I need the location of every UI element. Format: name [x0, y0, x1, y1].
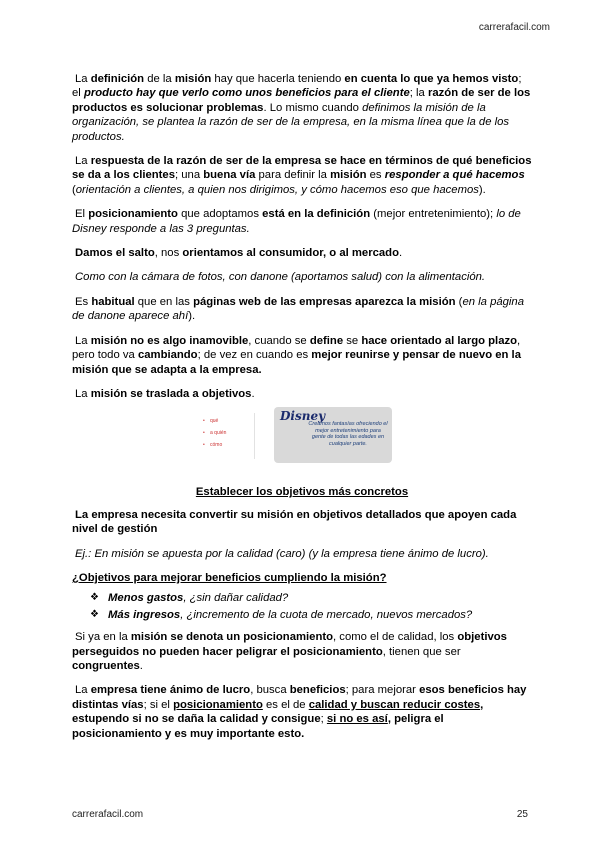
bold-text: hace orientado al largo plazo	[361, 334, 518, 347]
bold-text: está en la definición	[262, 208, 371, 221]
text: (	[455, 295, 463, 308]
page-number: 25	[516, 809, 528, 820]
text: es el de	[262, 698, 309, 711]
bold-text: , peligra el posicionamiento y es muy importante esto.	[72, 713, 444, 740]
italic-text: , ¿incremento de la cuota de mercado, nuevos mercados?	[180, 608, 473, 621]
text: de la	[144, 73, 175, 85]
list-item	[90, 591, 532, 605]
text: Si ya en la	[75, 631, 131, 644]
bold-italic-text: Menos gastos	[108, 592, 184, 605]
bold-text: beneficios	[289, 684, 346, 697]
text: hay que hacerla teniendo	[211, 73, 345, 85]
text: Es	[75, 295, 92, 308]
bold-text: mejor reunirse y pensar de nuevo en la misión que se adapta a la empresa.	[72, 349, 521, 376]
bold-italic-text: producto hay que verlo como unos beneficios para el cliente	[83, 87, 410, 100]
bold-text: congruentes	[72, 659, 140, 672]
bold-text: cambiando	[137, 349, 198, 362]
text: La	[75, 387, 91, 400]
figure-mission-box	[274, 407, 392, 463]
text: para definir la	[255, 169, 331, 182]
text: (	[72, 183, 76, 196]
text: La	[75, 155, 91, 168]
text: ).	[478, 183, 486, 196]
text: La	[75, 334, 91, 347]
section-heading-objetivos: Establecer los objetivos más concretos	[195, 486, 409, 499]
bold-text: define	[309, 334, 344, 347]
text: La	[75, 73, 91, 85]
bold-text: razón de ser de los productos es solucionar problemas	[72, 87, 531, 114]
paragraph-convertir-mision	[72, 508, 532, 537]
text: es	[366, 169, 385, 182]
figure-question-list	[202, 413, 255, 459]
italic-text: , ¿sin dañar calidad?	[183, 592, 289, 605]
bold-text: Damos el salto	[75, 247, 155, 260]
paragraph-objetivos	[72, 387, 532, 401]
text: que adoptamos	[177, 208, 263, 221]
paragraph-ejemplo	[72, 547, 532, 561]
disney-mission-figure	[72, 405, 532, 475]
paragraph-congruentes	[72, 630, 532, 673]
bold-text: buena vía	[203, 169, 256, 182]
paragraph-salto	[72, 246, 532, 260]
italic-text: orientación a clientes, a quien nos dirigimos, y cómo hacemos eso que hacemos	[75, 183, 479, 196]
text: .	[398, 247, 403, 260]
paragraph-definicion-mision	[72, 72, 532, 144]
bold-italic-text: Más ingresos	[108, 608, 181, 621]
text: ; si el	[143, 698, 174, 711]
italic-text: Ej.: En misión se apuesta por la calidad (caro) (y la empresa tiene ánimo de lucro).	[75, 547, 489, 560]
bold-text: objetivos perseguidos no pueden hacer peligrar el posicionamiento	[72, 631, 507, 658]
figure-item: • a quién	[202, 430, 254, 437]
text: (mejor entretenimiento);	[370, 208, 497, 221]
text: , como el de calidad, los	[333, 631, 458, 644]
text: ).	[188, 310, 196, 323]
bold-underlined-text: si no es así	[326, 713, 388, 726]
bullet-list	[72, 591, 532, 622]
text: que en las	[134, 295, 194, 308]
bold-text: , estupendo si no se daña la calidad y consigue	[72, 698, 484, 726]
bold-text: orientamos al consumidor, o al mercado	[182, 247, 399, 260]
bold-underlined-text: posicionamiento	[173, 698, 263, 711]
paragraph-posicionamiento	[72, 207, 532, 236]
list-item	[90, 608, 532, 622]
bold-text: misión	[330, 169, 367, 182]
text: ; la	[409, 87, 428, 100]
bold-text: posicionamiento	[88, 208, 178, 221]
bold-text: respuesta de la razón de ser de la empresa se hace en términos de qué beneficios se da a los clientes	[72, 155, 532, 182]
paragraph-paginas-web	[72, 295, 532, 324]
text: . Lo mismo cuando	[263, 101, 363, 114]
bold-text: definición	[90, 73, 145, 85]
document-body	[72, 72, 532, 751]
bold-text: misión no es algo inamovible	[90, 334, 249, 347]
text: , busca	[250, 684, 290, 697]
figure-caption: Creamos fantasías ofreciendo el mejor entretenimiento para gente de todas las edades en cualquier parte.	[308, 421, 388, 447]
figure-item: • qué	[202, 418, 254, 425]
bold-text: misión se traslada a objetivos	[90, 387, 252, 400]
bold-text: habitual	[91, 295, 135, 308]
bold-underlined-text: calidad y buscan reducir costes	[308, 698, 481, 711]
paragraph-inamovible	[72, 334, 532, 377]
bold-text: esos beneficios hay distintas vías	[72, 684, 527, 711]
bold-text: páginas web de las empresas aparezca la misión	[193, 295, 456, 308]
text: ; una	[174, 169, 204, 182]
bold-text: misión se denota un posicionamiento	[130, 631, 334, 644]
bold-text: en cuenta lo que ya hemos visto	[344, 73, 519, 85]
disney-logo: Disney	[280, 409, 326, 424]
figure-item: • cómo	[202, 442, 254, 449]
page-header-site: carrerafacil.com	[478, 22, 550, 33]
bold-text: misión	[174, 73, 212, 85]
paragraph-camara	[72, 270, 532, 284]
italic-text: lo de Disney responde a las 3 preguntas.	[72, 208, 521, 235]
italic-text: en la página de danone aparece ahí	[72, 295, 524, 323]
page-footer-site: carrerafacil.com	[72, 809, 144, 820]
text: , cuando se	[248, 334, 310, 347]
italic-text: Como con la cámara de fotos, con danone (aportamos salud) con la alimentación.	[75, 271, 486, 284]
section-heading-beneficios: ¿Objetivos para mejorar beneficios cumpliendo la misión?	[72, 571, 387, 584]
italic-text: definimos la misión de la organización, se plantea la razón de ser de la empresa, en la misma línea que la de los productos.	[72, 101, 510, 143]
text: ; para mejorar	[345, 684, 420, 697]
bold-text: La empresa necesita convertir su misión en objetivos detallados que apoyen cada nivel de gestión	[72, 508, 517, 536]
paragraph-animo-lucro	[72, 683, 532, 741]
text: ; el	[72, 73, 522, 100]
text: La	[75, 684, 91, 697]
text: ;	[320, 713, 327, 726]
bold-text: empresa tiene ánimo de lucro	[90, 684, 251, 697]
text: ; de vez en cuando es	[197, 349, 312, 362]
text: .	[139, 659, 143, 672]
text: , tienen que ser	[382, 645, 461, 658]
bold-italic-text: responder a qué hacemos	[384, 169, 525, 182]
paragraph-respuesta	[72, 154, 532, 197]
text: El	[75, 208, 89, 221]
text: , pero todo va	[72, 334, 521, 362]
text: , nos	[154, 247, 183, 260]
text: .	[251, 387, 255, 400]
text: se	[343, 334, 362, 347]
